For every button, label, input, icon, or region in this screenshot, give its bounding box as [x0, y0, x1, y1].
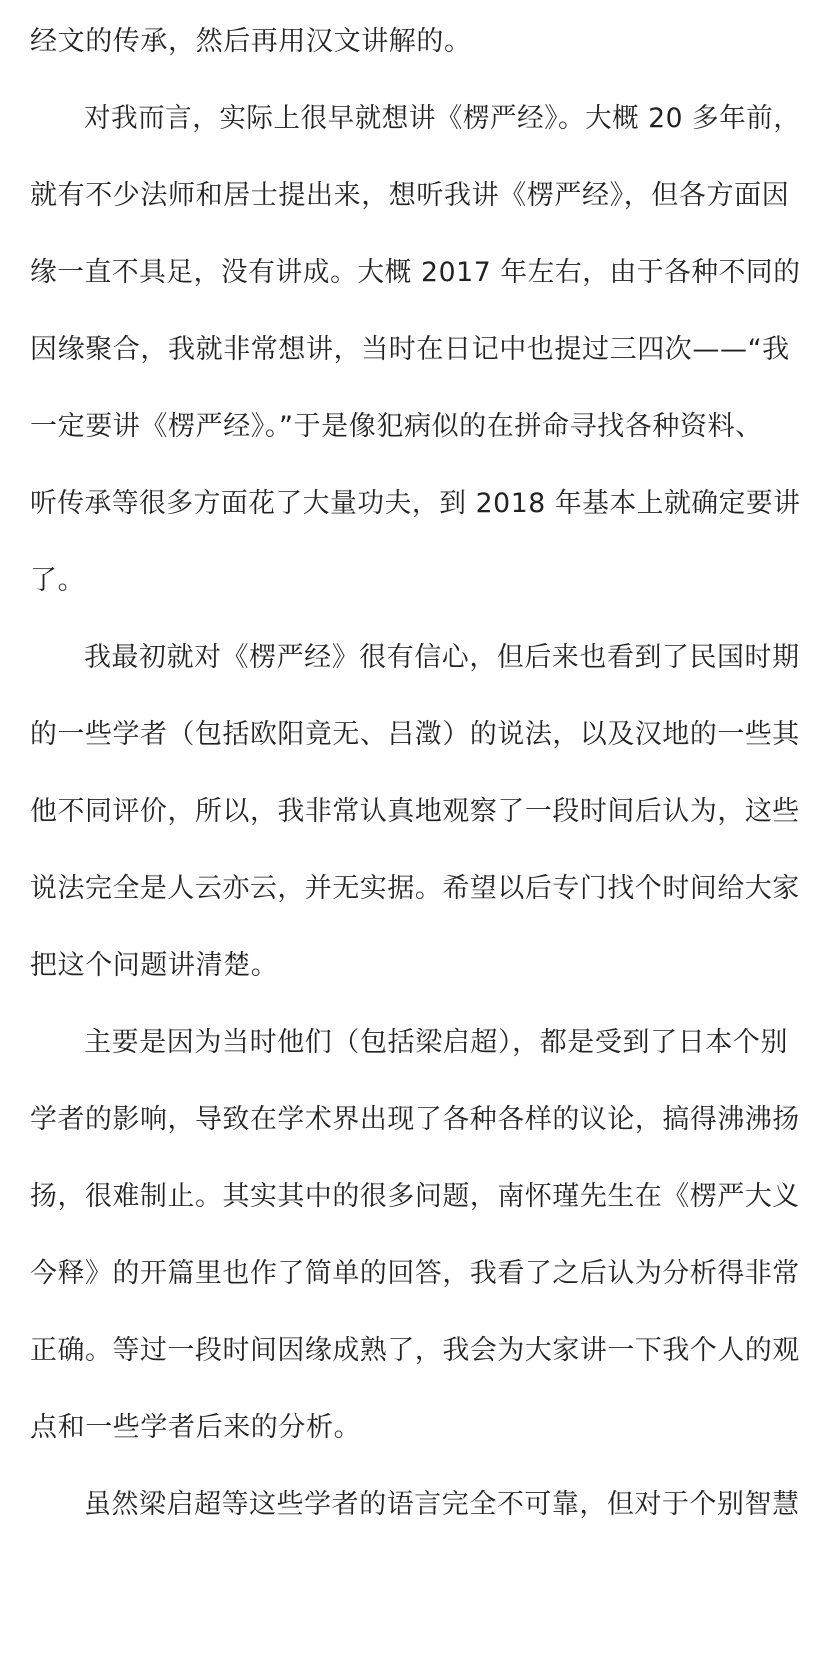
- text-line: 一定要讲《楞严经》。”于是像犯病似的在拼命寻找各种资料、: [30, 411, 763, 442]
- paragraph-first-line: 虽然梁启超等这些学者的语言完全不可靠，但对于个别智慧: [84, 1489, 800, 1520]
- paragraph-first-line: 对我而言，实际上很早就想讲《楞严经》。大概 20 多年前，: [84, 103, 801, 134]
- paragraph-first-line: 我最初就对《楞严经》很有信心，但后来也看到了民国时期: [84, 642, 800, 673]
- text-line: 他不同评价，所以，我非常认真地观察了一段时间后认为，这些: [30, 796, 800, 827]
- text-line: 点和一些学者后来的分析。: [30, 1412, 362, 1443]
- text-line: 说法完全是人云亦云，并无实据。希望以后专门找个时间给大家: [30, 873, 800, 904]
- text-line: 的一些学者（包括欧阳竟无、吕澂）的说法，以及汉地的一些其: [30, 719, 800, 750]
- text-line: 因缘聚合，我就非常想讲，当时在日记中也提过三四次——“我: [30, 334, 790, 365]
- text-line: 把这个问题讲清楚。: [30, 950, 279, 981]
- text-line: 学者的影响，导致在学术界出现了各种各样的议论，搞得沸沸扬: [30, 1104, 800, 1135]
- text-line: 了。: [30, 565, 86, 596]
- paragraph-first-line: 主要是因为当时他们（包括梁启超），都是受到了日本个别: [84, 1027, 789, 1058]
- text-line: 缘一直不具足，没有讲成。大概 2017 年左右，由于各种不同的: [30, 257, 801, 288]
- text-line: 扬，很难制止。其实其中的很多问题，南怀瑾先生在《楞严大义: [30, 1181, 800, 1212]
- text-line: 就有不少法师和居士提出来，想听我讲《楞严经》，但各方面因: [30, 180, 790, 211]
- text-line: 正确。等过一段时间因缘成熟了，我会为大家讲一下我个人的观: [30, 1335, 800, 1366]
- text-line: 今释》的开篇里也作了简单的回答，我看了之后认为分析得非常: [30, 1258, 800, 1289]
- text-line: 经文的传承，然后再用汉文讲解的。: [30, 26, 472, 57]
- text-line: 听传承等很多方面花了大量功夫，到 2018 年基本上就确定要讲: [30, 488, 801, 519]
